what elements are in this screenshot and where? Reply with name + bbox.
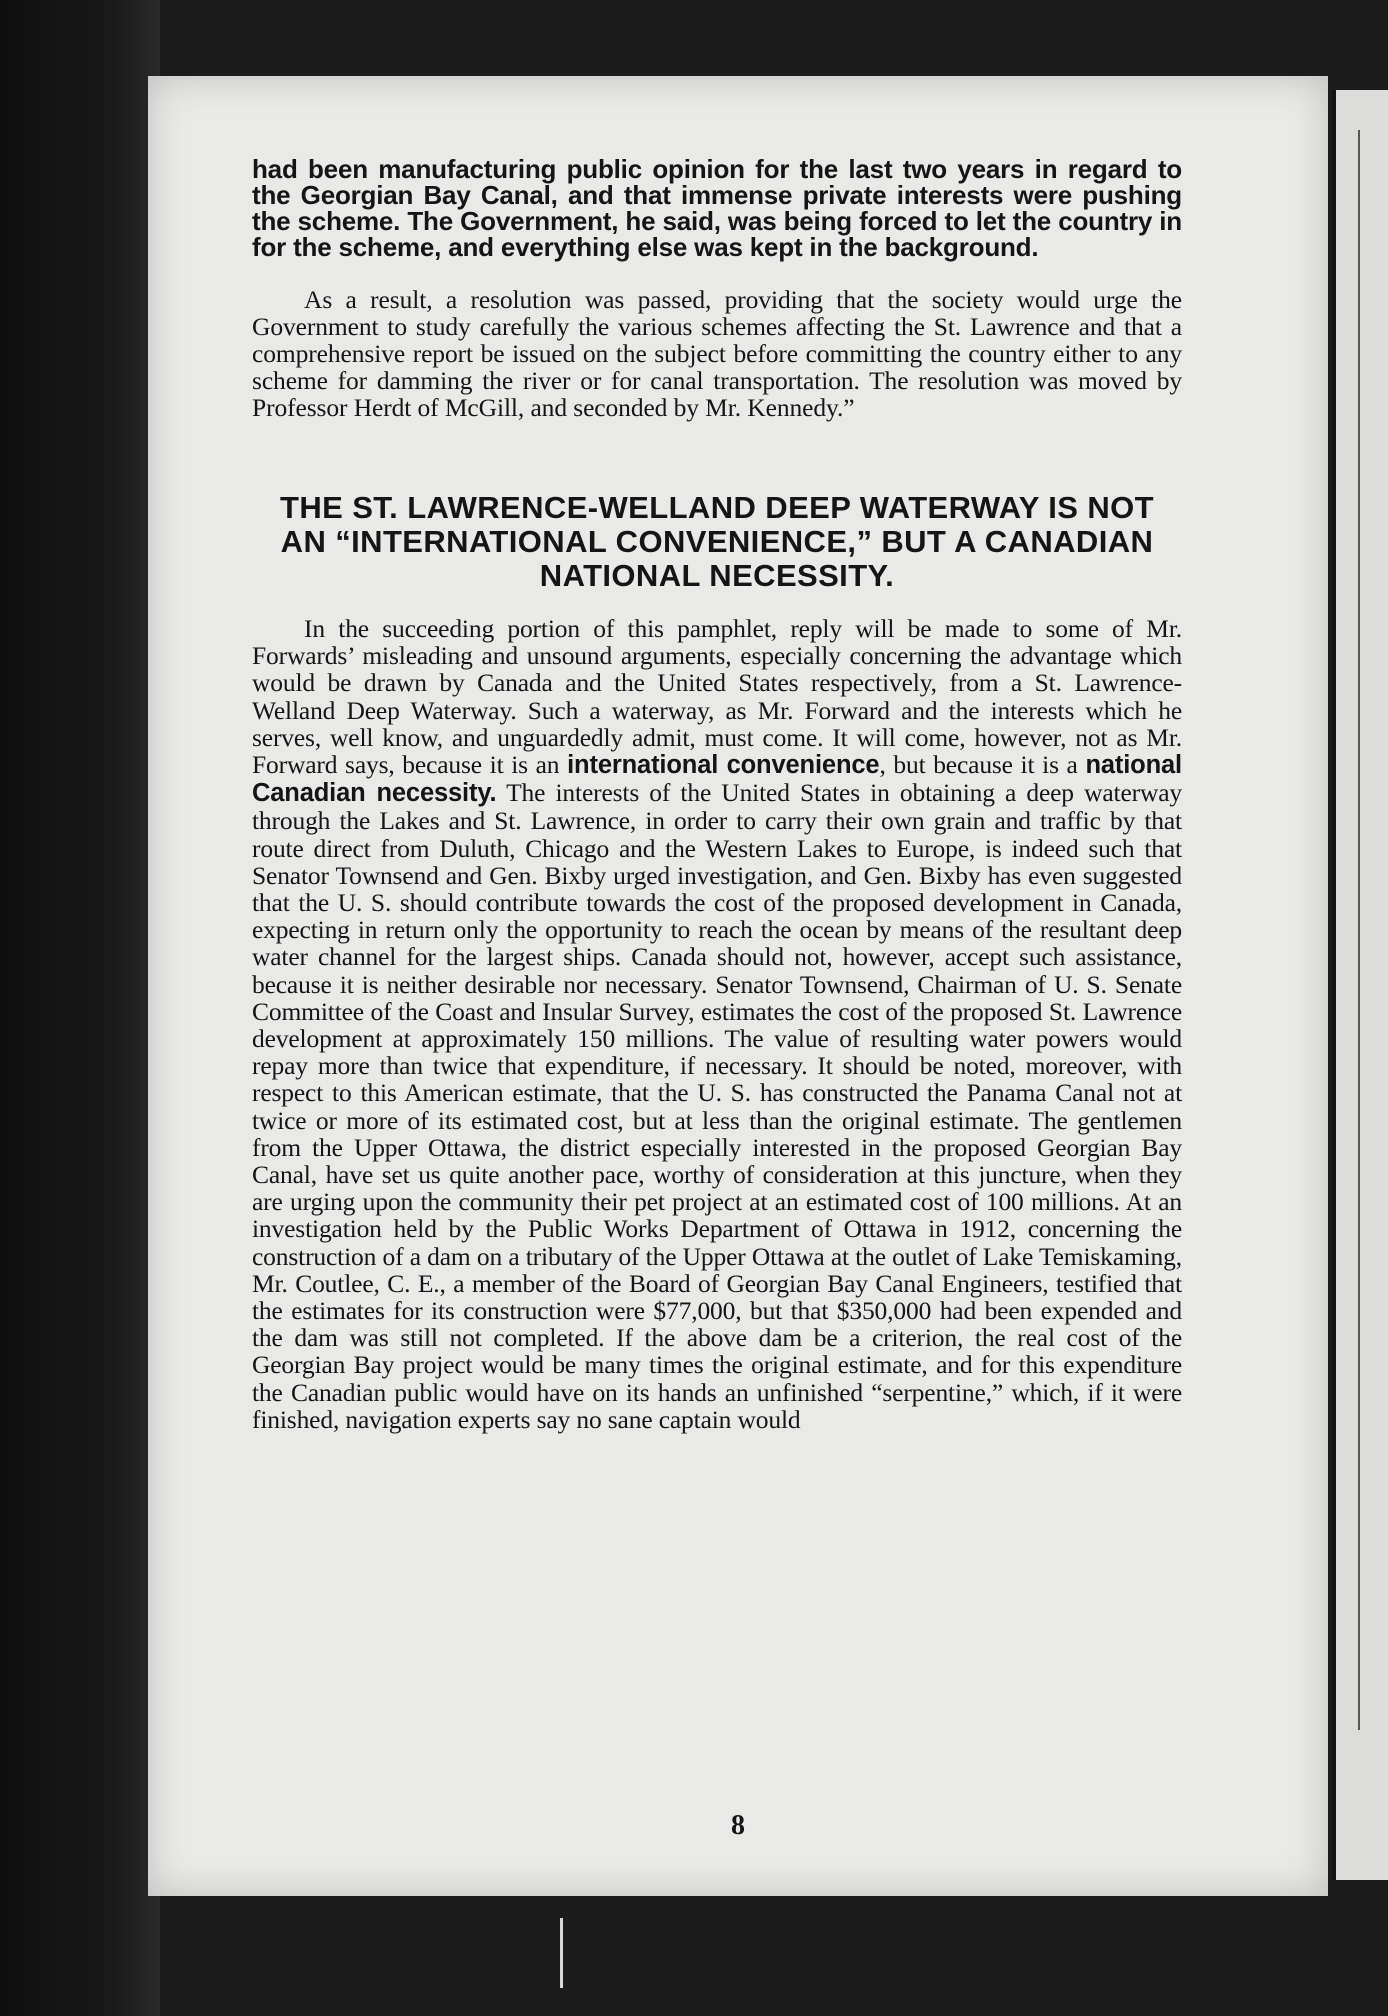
emphasis-national-necessity: national Canadian necessity. [252, 751, 1182, 808]
binding-mark [560, 1918, 563, 1988]
adjacent-page-rule [1358, 130, 1360, 1730]
body-text-part-1: In the succeeding portion of this pamphlet, reply will be made to some of Mr. Forwards’ misleading and unsound arguments, especially concerning the advantage which would be drawn by Canada and the United States respectively, from a St. Lawrence-Welland Deep Waterway. Such a waterway, as Mr. Forward and the interests which he serves, well know, and unguardedly admit, must come. It will come, however, not as Mr. Forward says, because it is an [252, 614, 1182, 780]
body-text-part-3: The interests of the United States in obtaining a deep waterway through the Lakes and St. Lawrence, in order to carry their own grain and traffic by that route direct from Duluth, Chicago and the Western Lakes to Europe, is indeed such that Senator Townsend and Gen. Bixby urged investigation, and Gen. Bixby has even suggested that the U. S. should contribute towards the cost of the proposed development in Canada, expecting in return only the opportunity to reach the ocean by means of the resultant deep water channel for the largest ships. Canada should not, however, accept such assistance, because it is neither desirable nor necessary. Senator Townsend, Chairman of U. S. Senate Committee of the Coast and Insular Survey, estimates the cost of the proposed St. Lawrence development at approximately 150 millions. The value of resulting water powers would repay more than twice that expenditure, if necessary. It should be noted, moreover, with respect to this American estimate, that the U. S. has constructed the Panama Canal not at twice or more of its estimated cost, but at less than the original estimate. The gentlemen from the Upper Ottawa, the district especially interested in the proposed Georgian Bay Canal, have set us quite another pace, worthy of consideration at this juncture, when they are urging upon the community their pet project at an estimated cost of 100 millions. At an investigation held by the Public Works Department of Ottawa in 1912, concerning the construction of a dam on a tributary of the Upper Ottawa at the outlet of Lake Temiskaming, Mr. Coutlee, C. E., a member of the Board of Georgian Bay Canal Engineers, testified that the estimates for its construction were $77,000, but that $350,000 had been expended and the dam was still not completed. If the above dam be a criterion, the real cost of the Georgian Bay project would be many times the original estimate, and for this expenditure the Canadian public would have on its hands an unfinished “serpentine,” which, if it were finished, navigation experts say no sane captain would [252, 778, 1182, 1434]
scan-background [0, 0, 160, 2016]
emphasis-international-convenience: international convenience [567, 751, 880, 780]
page-content [252, 156, 1182, 1433]
resolution-paragraph: As a result, a resolution was passed, providing that the society would urge the Government to study carefully the various schemes affecting the St. Lawrence and that a comprehensive report be issued on the subject before committing the country either to any scheme for damming the river or for canal transportation. The resolution was moved by Professor Herdt of McGill, and seconded by Mr. Kennedy.” [252, 285, 1182, 422]
adjacent-page-edge [1332, 90, 1388, 1880]
body-paragraph [252, 615, 1182, 1433]
opening-bold-paragraph: had been manufacturing public opinion for the last two years in regard to the Georgian Bay Canal, and that immense private interests were pushing the scheme. The Government, he said, was being forced to let the country in for the scheme, and everything else was kept in the background. [252, 154, 1182, 262]
page-number: 8 [731, 1810, 745, 1841]
section-heading: THE ST. LAWRENCE-WELLAND DEEP WATERWAY IS NOT AN “INTERNATIONAL CONVENIENCE,” BUT A CANADIAN NATIONAL NECESSITY. [279, 490, 1154, 593]
document-page [148, 76, 1328, 1896]
body-text-part-2: , but because it is a [879, 750, 1086, 780]
